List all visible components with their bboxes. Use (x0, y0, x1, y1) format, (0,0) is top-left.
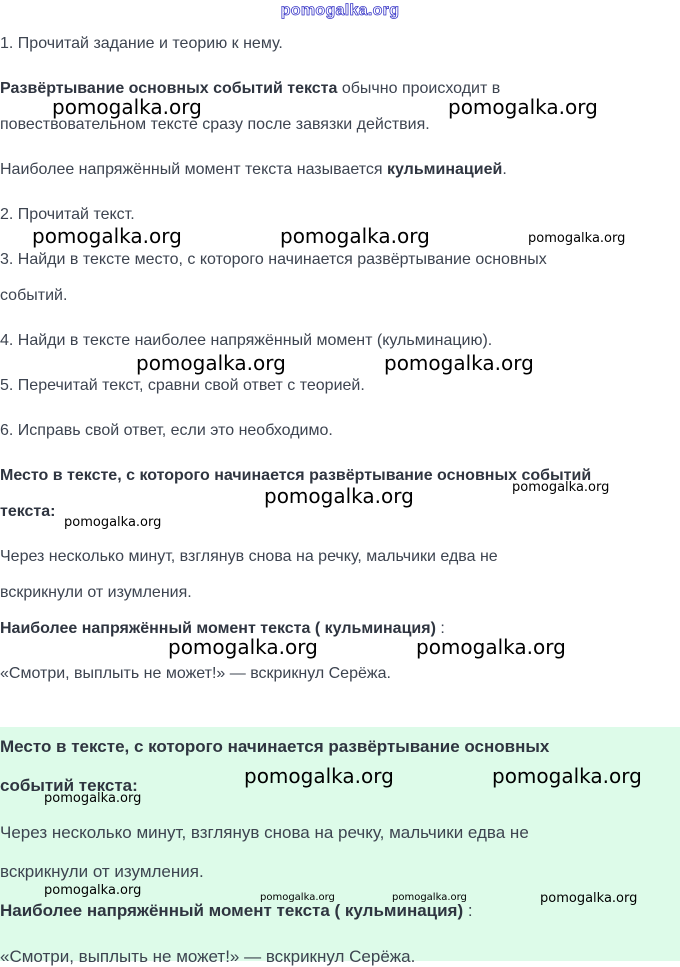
watermark: pomogalka.org (528, 231, 626, 246)
box-a1-line1: Через несколько минут, взглянув снова на речку, мальчики едва не (0, 823, 529, 842)
theory-1-bold: Развёртывание основных событий текста (0, 80, 338, 97)
box-q2: Наиболее напряжённый момент текста ( кульминация) : (0, 901, 473, 920)
watermark: pomogalka.org (244, 764, 394, 788)
answer-a1-line1: Через несколько минут, взглянув снова на речку, мальчики едва не (0, 548, 498, 565)
watermark: pomogalka.org (136, 351, 286, 375)
step-3-line1: 3. Найди в тексте место, с которого начинается развёртывание основных (0, 251, 547, 268)
box-a2: «Смотри, выплыть не может!» — вскрикнул Серёжа. (0, 947, 416, 966)
watermark: pomogalka.org (44, 791, 142, 806)
watermark: pomogalka.org (448, 95, 598, 119)
step-5: 5. Перечитай текст, сравни свой ответ с теорией. (0, 377, 365, 394)
watermark: pomogalka.org (540, 891, 638, 906)
box-q1-line2: событий текста: (0, 776, 138, 795)
answer-q1-line2: текста: (0, 503, 56, 520)
answer-q2: Наиболее напряжённый момент текста ( кульминация) : (0, 620, 445, 637)
watermark: pomogalka.org (416, 635, 566, 659)
answer-a1-line2: вскрикнули от изумления. (0, 584, 192, 601)
watermark: pomogalka.org (260, 892, 335, 903)
answer-a2: «Смотри, выплыть не может!» — вскрикнул Серёжа. (0, 665, 391, 682)
theory-2-start: Наиболее напряжённый момент текста называется (0, 161, 387, 178)
watermark: pomogalka.org (32, 224, 182, 248)
watermark: pomogalka.org (512, 480, 610, 495)
answer-q1-line1: Место в тексте, с которого начинается развёртывание основных событий (0, 467, 592, 484)
theory-2 (0, 160, 507, 180)
site-header-logo[interactable]: pomogalka.org (280, 2, 400, 19)
watermark: pomogalka.org (492, 764, 642, 788)
theory-2-bold: кульминацией (386, 161, 503, 178)
theory-1-line2: повествовательном тексте сразу после завязки действия. (0, 116, 430, 133)
box-a1-line2: вскрикнули от изумления. (0, 862, 204, 881)
watermark: pomogalka.org (384, 351, 534, 375)
step-1: 1. Прочитай задание и теорию к нему. (0, 35, 283, 52)
theory-1-rest: обычно происходит в (337, 80, 501, 97)
step-2: 2. Прочитай текст. (0, 206, 135, 223)
watermark: pomogalka.org (168, 635, 318, 659)
watermark: pomogalka.org (392, 892, 467, 903)
watermark: pomogalka.org (52, 95, 202, 119)
answer-highlight-box (0, 727, 680, 961)
step-6: 6. Исправь свой ответ, если это необходимо. (0, 422, 333, 439)
watermark: pomogalka.org (264, 484, 414, 508)
watermark: pomogalka.org (280, 224, 430, 248)
step-3-line2: событий. (0, 287, 68, 304)
watermark: pomogalka.org (44, 883, 142, 898)
theory-2-end: . (502, 161, 507, 178)
step-4: 4. Найди в тексте наиболее напряжённый момент (кульминацию). (0, 332, 493, 349)
box-q1-line1: Место в тексте, с которого начинается развёртывание основных (0, 737, 550, 756)
watermark: pomogalka.org (64, 515, 162, 530)
